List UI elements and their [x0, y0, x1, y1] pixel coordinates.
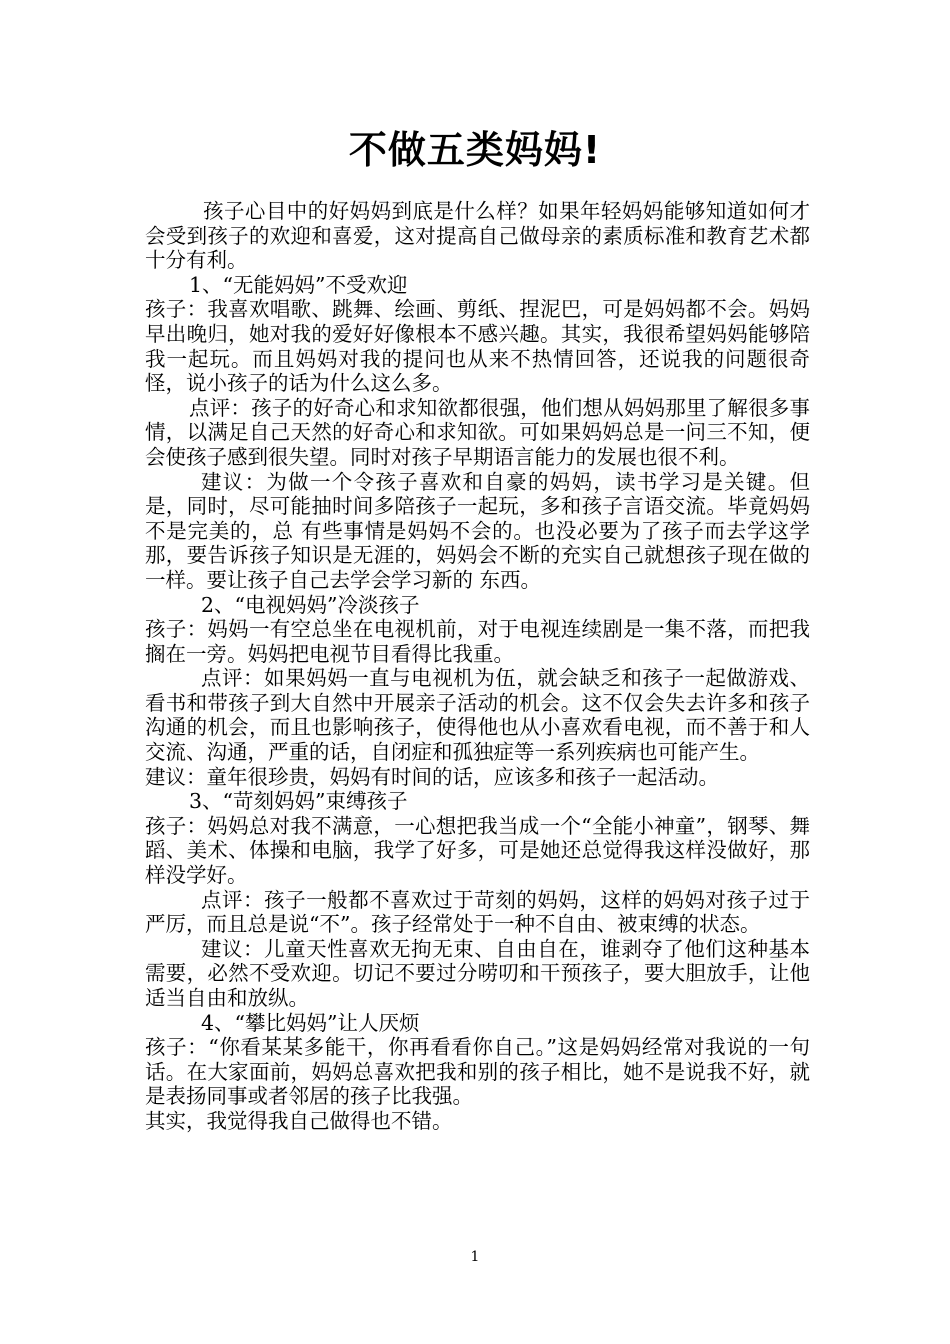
section-heading-3: 3、“苛刻妈妈”束缚孩子 [189, 789, 408, 814]
closing-paragraph-4: 其实，我觉得我自己做得也不错。 [145, 1108, 453, 1133]
advice-paragraph-1: 建议：为做一个令孩子喜欢和自豪的妈妈，读书学习是关键。但是，同时，尽可能抽时间多陪孩子一起玩，多和孩子言语交流。毕竟妈妈不是完美的，总 有些事情是妈妈不会的。也没必要为了孩子而去学这学那，要告诉孩子知识是无涯的，妈妈会不断的充实自己就想孩子现在做的一样。要让孩子自己去学会学习新的 东西。 [145, 469, 810, 592]
comment-paragraph-3: 点评：孩子一般都不喜欢过于苛刻的妈妈，这样的妈妈对孩子过于严厉，而且总是说“不”。孩子经常处于一种不自由、被束缚的状态。 [145, 887, 810, 937]
advice-paragraph-3: 建议：儿童天性喜欢无拘无束、自由自在，谁剥夺了他们这种基本需要，必然不受欢迎。切记不要过分唠叨和干预孩子，要大胆放手，让他适当自由和放纵。 [145, 936, 810, 1010]
intro-paragraph: 孩子心目中的好妈妈到底是什么样？如果年轻妈妈能够知道如何才会受到孩子的欢迎和喜爱，这对提高自己做母亲的素质标准和教育艺术都十分有利。 [145, 199, 810, 273]
document-title: 不做五类妈妈! [348, 128, 602, 172]
comment-paragraph-2: 点评：如果妈妈一直与电视机为伍，就会缺乏和孩子一起做游戏、看书和带孩子到大自然中开展亲子活动的机会。这不仅会失去许多和孩子沟通的机会，而且也影响孩子，使得他也从小喜欢看电视，而不善于和人交流、沟通，严重的话，自闭症和孤独症等一系列疾病也可能产生。 [145, 666, 810, 765]
page-number: 1 [470, 1249, 480, 1265]
section-heading-4: 4、“攀比妈妈”让人厌烦 [201, 1010, 420, 1035]
section-heading-1: 1、“无能妈妈”不受欢迎 [189, 272, 408, 297]
child-paragraph-2: 孩子：妈妈一有空总坐在电视机前，对于电视连续剧是一集不落，而把我搁在一旁。妈妈把电视节目看得比我重。 [145, 617, 810, 666]
child-paragraph-1: 孩子：我喜欢唱歌、跳舞、绘画、剪纸、捏泥巴，可是妈妈都不会。妈妈早出晚归，她对我的爱好好像根本不感兴趣。其实，我很希望妈妈能够陪我一起玩。而且妈妈对我的提问也从来不热情回答，还说我的问题很奇怪，说小孩子的话为什么这么多。 [145, 297, 810, 396]
advice-paragraph-2: 建议：童年很珍贵，妈妈有时间的话，应该多和孩子一起活动。 [145, 764, 719, 789]
child-paragraph-4: 孩子：“你看某某多能干，你再看看你自己。”这是妈妈经常对我说的一句话。在大家面前，妈妈总喜欢把我和别的孩子相比，她不是说我不好，就是表扬同事或者邻居的孩子比我强。 [145, 1035, 810, 1109]
child-paragraph-3: 孩子：妈妈总对我不满意，一心想把我当成一个“全能小神童”，钢琴、舞蹈、美术、体操和电脑，我学了好多，可是她还总觉得我这样没做好，那样没学好。 [145, 813, 810, 888]
section-heading-2: 2、“电视妈妈”冷淡孩子 [201, 592, 420, 617]
document-body [145, 199, 810, 1134]
comment-paragraph-1: 点评：孩子的好奇心和求知欲都很强，他们想从妈妈那里了解很多事情，以满足自己天然的好奇心和求知欲。可如果妈妈总是一问三不知，便会使孩子感到很失望。同时对孩子早期语言能力的发展也很不利。 [145, 395, 810, 469]
